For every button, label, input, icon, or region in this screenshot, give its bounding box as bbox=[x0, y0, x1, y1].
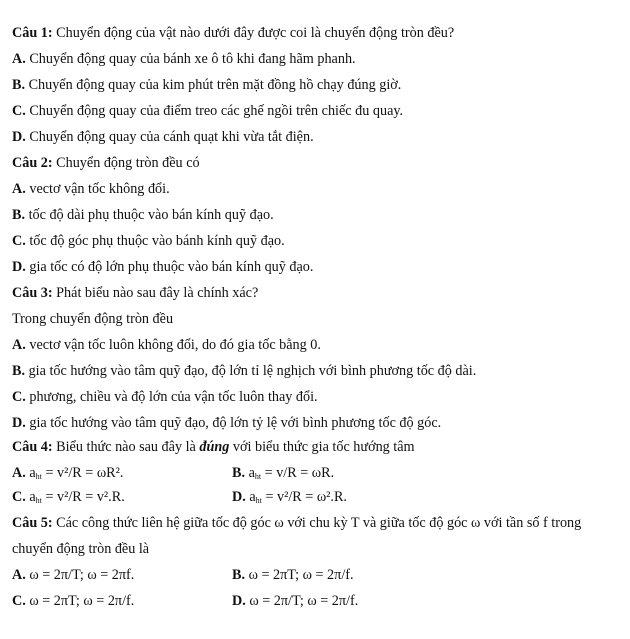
option-text: ω = 2πT; ω = 2π/f. bbox=[29, 593, 135, 609]
q4-stem bbox=[12, 438, 415, 456]
q5-text: Các công thức liên hệ giữa tốc độ góc ω với chu kỳ T và giữa tốc độ góc ω với tần số f trong bbox=[56, 515, 582, 531]
q3-option-c[interactable] bbox=[12, 388, 318, 406]
option-letter: A. bbox=[12, 51, 26, 67]
q5-text-cont: chuyển động tròn đều là bbox=[12, 541, 150, 557]
q1-option-a[interactable] bbox=[12, 50, 356, 68]
option-letter: B. bbox=[232, 465, 246, 481]
option-text: tốc độ góc phụ thuộc vào bánh kính quỹ đạo. bbox=[29, 233, 285, 249]
q2-option-c[interactable] bbox=[12, 232, 285, 250]
q4-number: Câu 4: bbox=[12, 439, 53, 455]
q2-stem bbox=[12, 154, 200, 172]
q5-option-d[interactable] bbox=[232, 592, 358, 610]
q5-stem bbox=[12, 514, 581, 532]
q1-stem bbox=[12, 24, 454, 42]
option-letter: B. bbox=[12, 363, 26, 379]
q3-option-b[interactable] bbox=[12, 362, 476, 380]
q2-number: Câu 2: bbox=[12, 155, 53, 171]
option-text: tốc độ dài phụ thuộc vào bán kính quỹ đạo. bbox=[28, 207, 274, 223]
option-letter: C. bbox=[12, 389, 26, 405]
q3-option-d[interactable] bbox=[12, 414, 441, 432]
q4-text-pre: Biểu thức nào sau đây là bbox=[56, 439, 196, 455]
q4-option-b[interactable] bbox=[232, 464, 334, 486]
option-text: gia tốc có độ lớn phụ thuộc vào bán kính quỹ đạo. bbox=[29, 259, 314, 275]
q2-option-b[interactable] bbox=[12, 206, 274, 224]
q1-text: Chuyển động của vật nào dưới đây được coi là chuyển động tròn đều? bbox=[56, 25, 455, 41]
q4-text-post: với biểu thức gia tốc hướng tâm bbox=[232, 439, 415, 455]
q2-option-a[interactable] bbox=[12, 180, 170, 198]
q5-option-a[interactable] bbox=[12, 566, 134, 584]
option-text: Chuyển động quay của kim phút trên mặt đồng hồ chạy đúng giờ. bbox=[28, 77, 402, 93]
q3-intro: Trong chuyển động tròn đều bbox=[12, 311, 174, 327]
option-letter: C. bbox=[12, 103, 26, 119]
option-formula: $a_{ht} = v^2/R = v^2.R$. bbox=[29, 489, 125, 505]
option-letter: D. bbox=[232, 593, 246, 609]
q1-number: Câu 1: bbox=[12, 25, 53, 41]
q5-number: Câu 5: bbox=[12, 515, 53, 531]
option-text: Chuyển động quay của điểm treo các ghế ngồi trên chiếc đu quay. bbox=[29, 103, 404, 119]
option-letter: C. bbox=[12, 489, 26, 505]
option-text: ω = 2π/T; ω = 2π/f. bbox=[249, 593, 359, 609]
option-letter: D. bbox=[232, 489, 246, 505]
option-text: phương, chiều và độ lớn của vận tốc luôn thay đổi. bbox=[29, 389, 318, 405]
q3-option-a[interactable] bbox=[12, 336, 321, 354]
q2-text: Chuyển động tròn đều có bbox=[56, 155, 200, 171]
q3-text: Phát biểu nào sau đây là chính xác? bbox=[56, 285, 259, 301]
option-letter: B. bbox=[232, 567, 246, 583]
option-text: gia tốc hướng vào tâm quỹ đạo, độ lớn tỉ lệ nghịch với bình phương tốc độ dài. bbox=[28, 363, 477, 379]
option-formula: $a_{ht} = v^2/R = \omega R^2$. bbox=[29, 465, 124, 481]
option-text: Chuyển động quay của cánh quạt khi vừa tắt điện. bbox=[29, 129, 314, 145]
option-text: ω = 2πT; ω = 2π/f. bbox=[248, 567, 354, 583]
option-formula: $a_{ht} = v^2/R = \omega^2.R$. bbox=[249, 489, 347, 505]
option-letter: A. bbox=[12, 337, 26, 353]
q5-option-c[interactable] bbox=[12, 592, 134, 610]
q1-option-d[interactable] bbox=[12, 128, 314, 146]
option-letter: C. bbox=[12, 233, 26, 249]
option-letter: C. bbox=[12, 593, 26, 609]
q3-number: Câu 3: bbox=[12, 285, 53, 301]
q5-option-b[interactable] bbox=[232, 566, 354, 584]
option-text: vectơ vận tốc luôn không đổi, do đó gia tốc bằng 0. bbox=[29, 337, 321, 353]
q4-option-c[interactable] bbox=[12, 488, 125, 510]
option-letter: D. bbox=[12, 259, 26, 275]
option-letter: A. bbox=[12, 181, 26, 197]
q1-option-c[interactable] bbox=[12, 102, 403, 120]
option-letter: D. bbox=[12, 415, 26, 431]
q4-text-emphasis: đúng bbox=[199, 439, 230, 455]
option-text: Chuyển động quay của bánh xe ô tô khi đang hãm phanh. bbox=[29, 51, 356, 67]
q1-option-b[interactable] bbox=[12, 76, 401, 94]
option-letter: D. bbox=[12, 129, 26, 145]
option-text: gia tốc hướng vào tâm quỹ đạo, độ lớn tỷ lệ với bình phương tốc độ góc. bbox=[29, 415, 442, 431]
q4-option-a[interactable] bbox=[12, 464, 123, 486]
option-letter: B. bbox=[12, 207, 26, 223]
option-text: vectơ vận tốc không đổi. bbox=[29, 181, 170, 197]
q3-stem bbox=[12, 284, 258, 302]
q4-option-d[interactable] bbox=[232, 488, 347, 510]
q2-option-d[interactable] bbox=[12, 258, 313, 276]
option-letter: B. bbox=[12, 77, 26, 93]
option-letter: A. bbox=[12, 465, 26, 481]
option-text: ω = 2π/T; ω = 2πf. bbox=[29, 567, 135, 583]
option-letter: A. bbox=[12, 567, 26, 583]
option-formula: $a_{ht} = v/R = \omega R$. bbox=[248, 465, 335, 481]
